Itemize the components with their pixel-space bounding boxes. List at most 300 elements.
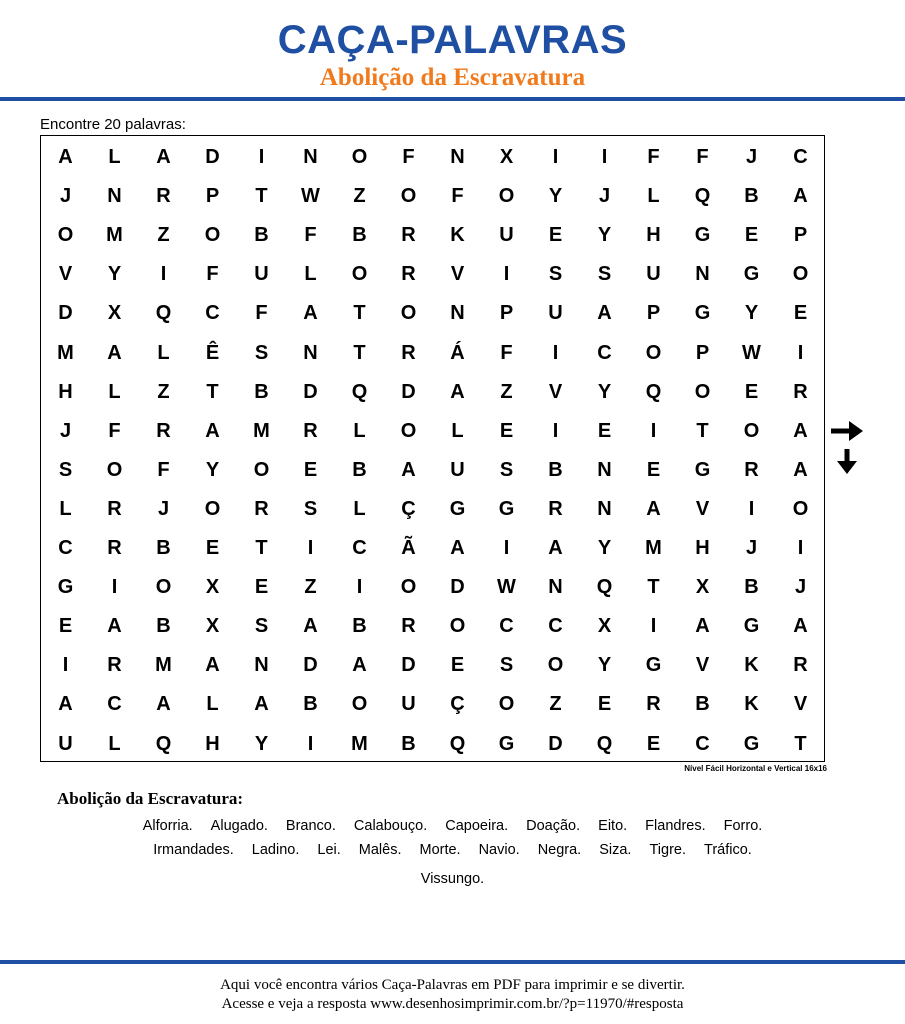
grid-letter[interactable]: B (744, 576, 759, 599)
grid-letter[interactable]: O (694, 380, 711, 403)
grid-row (41, 607, 824, 646)
arrow-down-icon (830, 448, 864, 476)
grid-letter[interactable]: R (107, 497, 122, 520)
word-item: Siza. (599, 842, 632, 858)
grid-letter[interactable]: C (695, 732, 710, 755)
grid-letter[interactable]: O (400, 302, 417, 325)
grid-letter[interactable]: J (157, 497, 170, 520)
grid-letter[interactable]: F (647, 146, 660, 168)
grid-letter[interactable]: N (254, 654, 269, 677)
grid-letter[interactable]: C (107, 693, 122, 716)
word-item: Eito. (598, 818, 628, 834)
grid-letter[interactable]: M (155, 654, 172, 677)
grid-letter[interactable]: E (744, 380, 759, 403)
word-item: Lei. (317, 842, 341, 858)
grid-letter[interactable]: B (695, 693, 710, 716)
grid-letter[interactable]: J (745, 537, 758, 559)
grid-letter[interactable]: G (694, 302, 711, 325)
grid-letter[interactable]: O (498, 693, 515, 716)
grid-letter[interactable]: O (400, 419, 417, 442)
grid-letter[interactable]: B (744, 185, 759, 208)
grid-letter[interactable]: Ç (401, 497, 416, 520)
word-list-line-3 (0, 869, 905, 889)
grid-letter[interactable]: N (107, 185, 122, 208)
grid-letter[interactable]: R (793, 654, 808, 677)
grid-letter[interactable]: J (59, 185, 72, 208)
grid-letter[interactable]: A (793, 419, 808, 442)
grid-letter[interactable]: O (645, 341, 662, 364)
grid-letter[interactable]: O (743, 419, 760, 442)
grid-letter[interactable]: K (450, 224, 465, 247)
word-item: Alforria. (142, 818, 193, 834)
word-item: Vissungo. (420, 871, 485, 887)
grid-letter[interactable]: X (107, 302, 122, 325)
grid-letter[interactable]: O (547, 654, 564, 677)
grid-letter[interactable]: A (450, 537, 465, 559)
grid-letter[interactable]: D (58, 302, 73, 325)
grid-letter[interactable]: B (352, 224, 367, 247)
grid-letter[interactable]: D (205, 146, 220, 168)
grid-letter[interactable]: C (548, 615, 563, 638)
grid-letter[interactable]: A (450, 380, 465, 403)
grid-letter[interactable]: M (645, 537, 662, 559)
grid-letter[interactable]: E (205, 537, 220, 559)
word-item: Navio. (478, 842, 520, 858)
grid-row (41, 568, 824, 607)
page-title: CAÇA-PALAVRAS (277, 18, 628, 62)
grid-letter[interactable]: O (400, 185, 417, 208)
grid-row (41, 490, 824, 529)
grid-letter[interactable]: S (303, 497, 318, 520)
grid-row (41, 646, 824, 685)
grid-letter[interactable]: W (301, 185, 320, 208)
grid-letter[interactable]: R (548, 497, 563, 520)
grid-letter[interactable]: I (258, 146, 265, 168)
grid-letter[interactable]: L (108, 380, 121, 403)
grid-letter[interactable]: M (106, 224, 123, 247)
grid-letter[interactable]: R (401, 263, 416, 286)
grid-letter[interactable]: L (59, 497, 72, 520)
grid-letter[interactable]: A (793, 185, 808, 208)
grid-letter[interactable]: X (205, 576, 220, 599)
grid-letter[interactable]: R (303, 419, 318, 442)
grid-letter[interactable]: G (498, 732, 515, 755)
grid-letter[interactable]: I (552, 341, 559, 364)
grid-letter[interactable]: R (107, 654, 122, 677)
grid-letter[interactable]: T (353, 302, 366, 325)
grid-letter[interactable]: V (450, 263, 465, 286)
grid-letter[interactable]: L (206, 693, 219, 716)
word-list-title: Abolição da Escravatura: (57, 789, 244, 808)
grid-letter[interactable]: D (401, 654, 416, 677)
grid-letter[interactable]: I (797, 341, 804, 364)
grid-letter[interactable]: G (645, 654, 662, 677)
grid-letter[interactable]: O (253, 458, 270, 481)
grid-letter[interactable]: G (743, 263, 760, 286)
grid-letter[interactable]: R (744, 458, 759, 481)
word-item: Alugado. (210, 818, 268, 834)
grid-letter[interactable]: U (58, 732, 73, 755)
grid-letter[interactable]: H (58, 380, 73, 403)
grid-letter[interactable]: I (748, 497, 755, 520)
grid-letter[interactable]: A (793, 458, 808, 481)
grid-letter[interactable]: B (156, 537, 171, 559)
grid-letter[interactable]: R (107, 537, 122, 559)
grid-letter[interactable]: E (646, 458, 661, 481)
grid-letter[interactable]: I (601, 146, 608, 168)
grid-letter[interactable]: S (499, 458, 514, 481)
grid-letter[interactable]: A (156, 146, 171, 168)
grid-letter[interactable]: M (351, 732, 368, 755)
header-divider (0, 97, 905, 101)
grid-letter[interactable]: H (695, 537, 710, 559)
grid-letter[interactable]: I (307, 537, 314, 559)
grid-letter[interactable]: Y (597, 380, 612, 403)
grid-letter[interactable]: P (205, 185, 220, 208)
grid-row (41, 255, 824, 294)
grid-letter[interactable]: L (353, 419, 366, 442)
grid-letter[interactable]: B (352, 615, 367, 638)
grid-letter[interactable]: I (111, 576, 118, 599)
grid-letter[interactable]: O (57, 224, 74, 247)
grid-letter[interactable]: S (254, 341, 269, 364)
grid-letter[interactable]: A (205, 654, 220, 677)
grid-letter[interactable]: S (499, 654, 514, 677)
grid-letter[interactable]: Ã (401, 537, 416, 559)
grid-letter[interactable]: Y (107, 263, 122, 286)
grid-letter[interactable]: T (255, 185, 268, 208)
word-item: Branco. (285, 818, 336, 834)
grid-row (41, 138, 824, 177)
grid-letter[interactable]: Y (597, 224, 612, 247)
grid-letter[interactable]: R (401, 224, 416, 247)
grid-letter[interactable]: G (743, 615, 760, 638)
instruction-text: Encontre 20 palavras: (40, 116, 186, 133)
grid-letter[interactable]: O (400, 576, 417, 599)
word-item: Capoeira. (445, 818, 509, 834)
grid-letter[interactable]: S (58, 458, 73, 481)
grid-letter[interactable]: E (303, 458, 318, 481)
grid-letter[interactable]: E (646, 732, 661, 755)
grid-letter[interactable]: C (499, 615, 514, 638)
grid-letter[interactable]: R (156, 419, 171, 442)
grid-letter[interactable]: X (695, 576, 710, 599)
grid-letter[interactable]: C (58, 537, 73, 559)
word-list-line-1 (0, 816, 905, 836)
grid-letter[interactable]: I (160, 263, 167, 286)
grid-letter[interactable]: D (548, 732, 563, 755)
grid-letter[interactable]: U (401, 693, 416, 716)
grid-letter[interactable]: O (498, 185, 515, 208)
word-item: Malês. (358, 842, 402, 858)
grid-letter[interactable]: H (646, 224, 661, 247)
grid-letter[interactable]: E (793, 302, 808, 325)
grid-letter[interactable]: Ê (205, 341, 220, 364)
grid-letter[interactable]: F (451, 185, 464, 208)
grid-letter[interactable]: X (205, 615, 220, 638)
grid-letter[interactable]: A (352, 654, 367, 677)
grid-letter[interactable]: B (548, 458, 563, 481)
grid-letter[interactable]: Q (694, 185, 711, 208)
grid-letter[interactable]: I (307, 732, 314, 755)
grid-letter[interactable]: O (449, 615, 466, 638)
word-item: Ladino. (251, 842, 300, 858)
grid-letter[interactable]: C (352, 537, 367, 559)
grid-letter[interactable]: T (794, 732, 807, 755)
grid-letter[interactable]: G (694, 224, 711, 247)
grid-letter[interactable]: U (548, 302, 563, 325)
grid-row (41, 451, 824, 490)
page-subtitle: Abolição da Escravatura (319, 64, 586, 91)
grid-letter[interactable]: A (793, 615, 808, 638)
grid-letter[interactable]: P (695, 341, 710, 364)
grid-letter[interactable]: Z (157, 380, 170, 403)
level-note: Nível Fácil Horizontal e Vertical 16x16 (684, 764, 827, 773)
grid-letter[interactable]: X (597, 615, 612, 638)
grid-letter[interactable]: R (401, 341, 416, 364)
grid-letter[interactable]: A (303, 302, 318, 325)
grid-letter[interactable]: M (253, 419, 270, 442)
grid-letter[interactable]: A (646, 497, 661, 520)
grid-letter[interactable]: U (499, 224, 514, 247)
grid-letter[interactable]: Y (597, 537, 612, 559)
grid-letter[interactable]: N (450, 146, 465, 168)
word-item: Forro. (723, 818, 763, 834)
grid-letter[interactable]: Z (157, 224, 170, 247)
grid-letter[interactable]: O (204, 497, 221, 520)
grid-letter[interactable]: Q (449, 732, 466, 755)
grid-letter[interactable]: A (156, 693, 171, 716)
grid-letter[interactable]: T (206, 380, 219, 403)
grid-letter[interactable]: A (107, 615, 122, 638)
grid-letter[interactable]: K (744, 693, 759, 716)
grid-row (41, 725, 824, 764)
grid-letter[interactable]: P (499, 302, 514, 325)
word-item: Doação. (526, 818, 581, 834)
grid-letter[interactable]: I (650, 419, 657, 442)
grid-letter[interactable]: I (552, 146, 559, 168)
grid-letter[interactable]: N (303, 146, 318, 168)
grid-letter[interactable]: B (352, 458, 367, 481)
grid-letter[interactable]: Z (500, 380, 513, 403)
grid-letter[interactable]: O (204, 224, 221, 247)
grid-letter[interactable]: E (254, 576, 269, 599)
grid-letter[interactable]: Y (254, 732, 269, 755)
grid-letter[interactable]: Q (155, 732, 172, 755)
grid-letter[interactable]: E (499, 419, 514, 442)
grid-letter[interactable]: A (303, 615, 318, 638)
word-item: Negra. (537, 842, 582, 858)
grid-letter[interactable]: O (351, 263, 368, 286)
grid-letter[interactable]: N (597, 458, 612, 481)
grid-letter[interactable]: A (254, 693, 269, 716)
word-search-grid (40, 135, 825, 762)
grid-letter[interactable]: M (57, 341, 74, 364)
grid-letter[interactable]: U (646, 263, 661, 286)
grid-letter[interactable]: G (498, 497, 515, 520)
grid-letter[interactable]: Á (450, 341, 465, 364)
grid-letter[interactable]: K (744, 654, 759, 677)
grid-letter[interactable]: I (797, 537, 804, 559)
grid-letter[interactable]: I (650, 615, 657, 638)
grid-letter[interactable]: F (500, 341, 513, 364)
grid-letter[interactable]: Y (744, 302, 759, 325)
grid-letter[interactable]: X (499, 146, 514, 168)
grid-letter[interactable]: F (304, 224, 317, 247)
grid-letter[interactable]: I (503, 537, 510, 559)
grid-letter[interactable]: S (254, 615, 269, 638)
arrow-right-icon (830, 420, 864, 442)
grid-letter[interactable]: J (794, 576, 807, 599)
grid-letter[interactable]: F (696, 146, 709, 168)
grid-letter[interactable]: N (450, 302, 465, 325)
grid-letter[interactable]: Y (205, 458, 220, 481)
grid-letter[interactable]: Q (351, 380, 368, 403)
grid-letter[interactable]: C (597, 341, 612, 364)
grid-letter[interactable]: F (402, 146, 415, 168)
grid-letter[interactable]: Q (596, 576, 613, 599)
grid-letter[interactable]: P (793, 224, 808, 247)
grid-letter[interactable]: J (745, 146, 758, 168)
grid-letter[interactable]: U (450, 458, 465, 481)
grid-letter[interactable]: I (503, 263, 510, 286)
grid-letter[interactable]: L (647, 185, 660, 208)
grid-letter[interactable]: O (351, 146, 368, 168)
word-item: Flandres. (645, 818, 706, 834)
grid-letter[interactable]: V (695, 654, 710, 677)
grid-letter[interactable]: Z (353, 185, 366, 208)
grid-letter[interactable]: L (157, 341, 170, 364)
grid-letter[interactable]: B (254, 380, 269, 403)
grid-letter[interactable]: S (548, 263, 563, 286)
grid-letter[interactable]: A (107, 341, 122, 364)
grid-letter[interactable]: D (303, 654, 318, 677)
grid-letter[interactable]: O (351, 693, 368, 716)
grid-letter[interactable]: N (548, 576, 563, 599)
grid-letter[interactable]: P (646, 302, 661, 325)
grid-letter[interactable]: B (303, 693, 318, 716)
grid-letter[interactable]: B (156, 615, 171, 638)
grid-letter[interactable]: W (497, 576, 516, 599)
grid-letter[interactable]: E (597, 419, 612, 442)
grid-letter[interactable]: Y (548, 185, 563, 208)
grid-letter[interactable]: F (108, 419, 121, 442)
grid-letter[interactable]: R (401, 615, 416, 638)
grid-letter[interactable]: R (254, 497, 269, 520)
grid-letter[interactable]: A (401, 458, 416, 481)
grid-letter[interactable]: U (254, 263, 269, 286)
word-item: Tigre. (649, 842, 686, 858)
grid-letter[interactable]: C (793, 146, 808, 168)
grid-letter[interactable]: L (353, 497, 366, 520)
grid-letter[interactable]: O (792, 263, 809, 286)
grid-letter[interactable]: T (255, 537, 268, 559)
grid-letter[interactable]: O (792, 497, 809, 520)
grid-row (41, 177, 824, 216)
grid-row (41, 216, 824, 255)
word-item: Calabouço. (353, 818, 428, 834)
grid-letter[interactable]: L (451, 419, 464, 442)
grid-letter[interactable]: Y (597, 654, 612, 677)
grid-letter[interactable]: V (548, 380, 563, 403)
grid-letter[interactable]: G (57, 576, 74, 599)
grid-letter[interactable]: Ç (450, 693, 465, 716)
grid-letter[interactable]: D (450, 576, 465, 599)
grid-letter[interactable]: Q (596, 732, 613, 755)
grid-letter[interactable]: T (647, 576, 660, 599)
grid-letter[interactable]: B (401, 732, 416, 755)
grid-letter[interactable]: E (548, 224, 563, 247)
grid-row (41, 373, 824, 412)
grid-letter[interactable]: O (155, 576, 172, 599)
grid-letter[interactable]: T (696, 419, 709, 442)
grid-letter[interactable]: I (356, 576, 363, 599)
grid-letter[interactable]: L (108, 732, 121, 755)
grid-letter[interactable]: Z (549, 693, 562, 716)
grid-letter[interactable]: A (597, 302, 612, 325)
grid-letter[interactable]: S (597, 263, 612, 286)
grid-letter[interactable]: I (552, 419, 559, 442)
grid-letter[interactable]: D (401, 380, 416, 403)
grid-letter[interactable]: E (450, 654, 465, 677)
grid-letter[interactable]: L (304, 263, 317, 286)
grid-letter[interactable]: J (59, 419, 72, 442)
grid-letter[interactable]: V (695, 497, 710, 520)
grid-letter[interactable]: I (62, 654, 69, 677)
grid-letter[interactable]: B (254, 224, 269, 247)
grid-letter[interactable]: W (742, 341, 761, 364)
grid-row (41, 334, 824, 373)
grid-letter[interactable]: E (58, 615, 73, 638)
grid-letter[interactable]: F (255, 302, 268, 325)
grid-letter[interactable]: R (646, 693, 661, 716)
grid-letter[interactable]: V (793, 693, 808, 716)
grid-letter[interactable]: C (205, 302, 220, 325)
grid-letter[interactable]: H (205, 732, 220, 755)
grid-letter[interactable]: D (303, 380, 318, 403)
grid-letter[interactable]: A (58, 146, 73, 168)
word-list-line-2 (0, 840, 905, 860)
grid-letter[interactable]: E (744, 224, 759, 247)
grid-letter[interactable]: A (695, 615, 710, 638)
grid-letter[interactable]: R (793, 380, 808, 403)
grid-letter[interactable]: A (205, 419, 220, 442)
grid-letter[interactable]: Z (304, 576, 317, 599)
grid-letter[interactable]: J (598, 185, 611, 208)
grid-letter[interactable]: F (206, 263, 219, 286)
grid-letter[interactable]: A (58, 693, 73, 716)
word-item: Tráfico. (704, 842, 752, 858)
grid-letter[interactable]: N (695, 263, 710, 286)
grid-letter[interactable]: V (58, 263, 73, 286)
grid-letter[interactable]: N (303, 341, 318, 364)
grid-letter[interactable]: F (157, 458, 170, 481)
grid-letter[interactable]: N (597, 497, 612, 520)
grid-letter[interactable]: Q (155, 302, 172, 325)
grid-letter[interactable]: A (548, 537, 563, 559)
grid-letter[interactable]: G (449, 497, 466, 520)
grid-letter[interactable]: L (108, 146, 121, 168)
grid-letter[interactable]: E (597, 693, 612, 716)
grid-row (41, 412, 824, 451)
grid-letter[interactable]: G (743, 732, 760, 755)
word-item: Irmandades. (153, 842, 234, 858)
grid-letter[interactable]: Q (645, 380, 662, 403)
grid-letter[interactable]: G (694, 458, 711, 481)
grid-letter[interactable]: O (106, 458, 123, 481)
grid-letter[interactable]: R (156, 185, 171, 208)
grid-letter[interactable]: T (353, 341, 366, 364)
